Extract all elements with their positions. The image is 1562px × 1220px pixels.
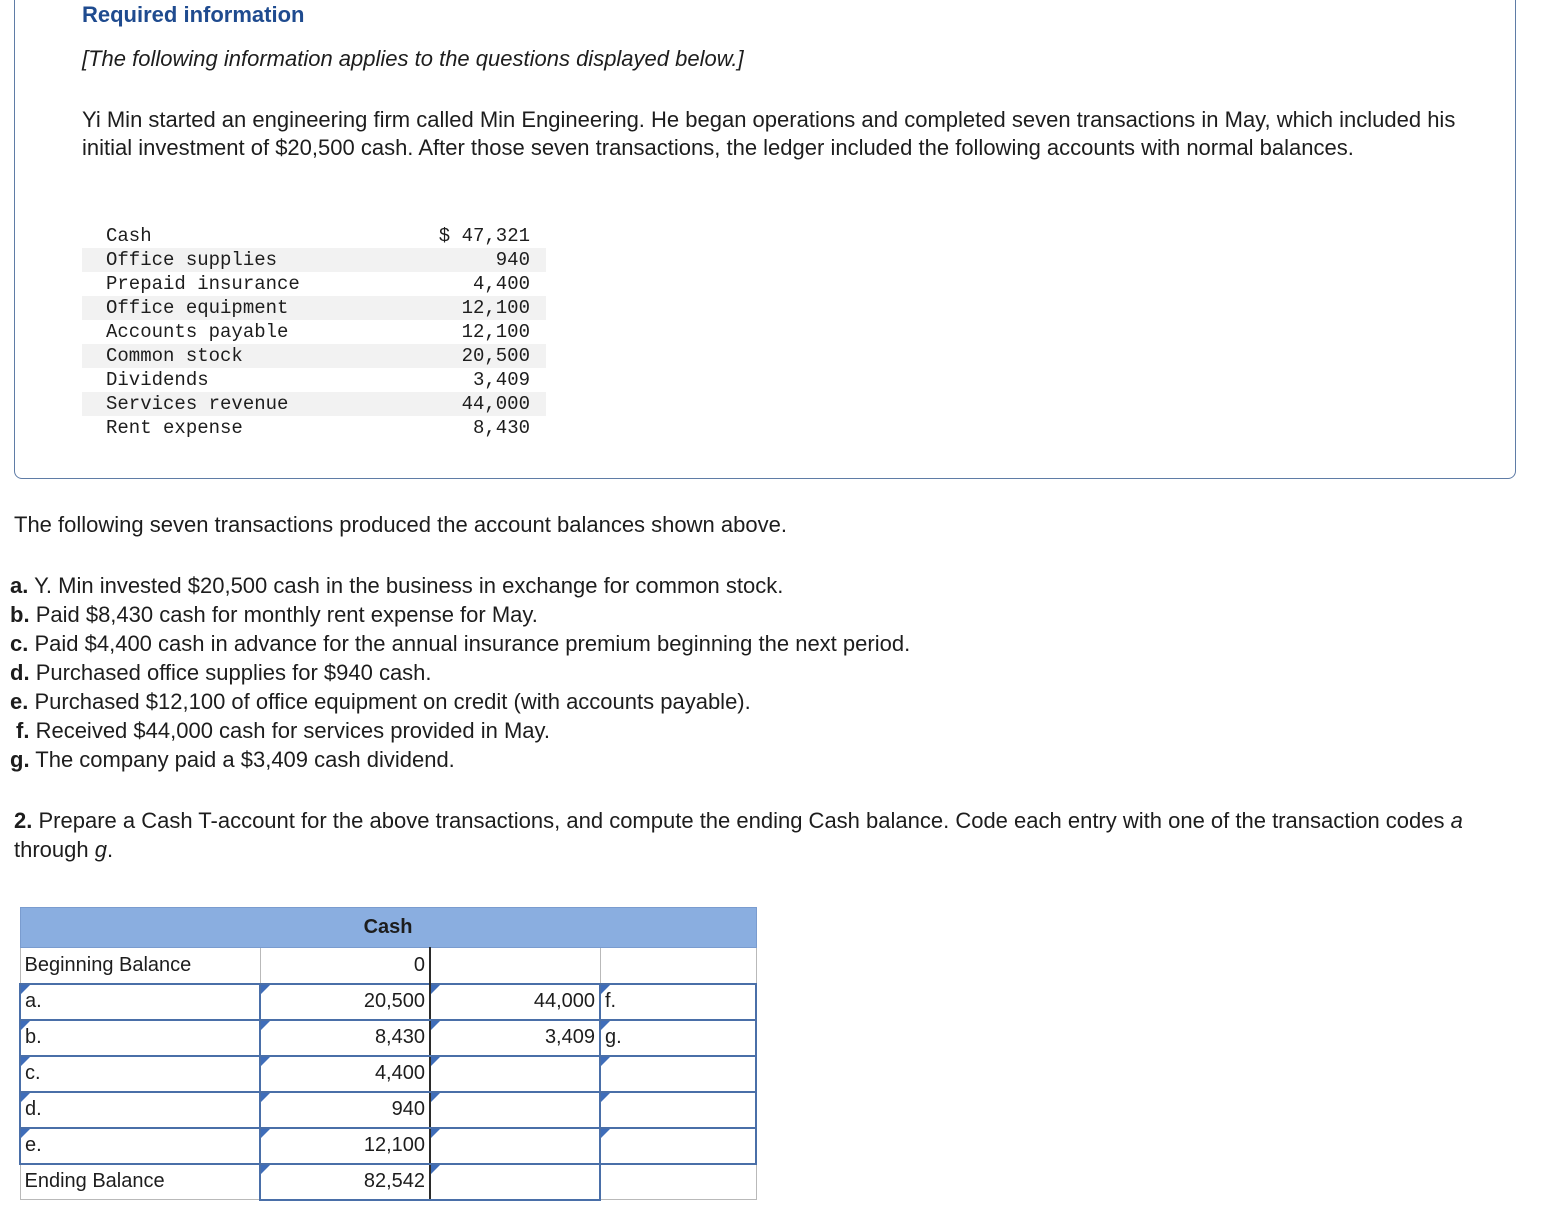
question-number: 2.	[14, 808, 33, 833]
ledger-account: Office equipment	[82, 296, 393, 320]
debit-amount-input[interactable]: 8,430	[260, 1020, 430, 1056]
ending-balance-row	[20, 1164, 756, 1200]
credit-amount-input[interactable]: 44,000	[430, 984, 600, 1020]
transaction-item	[10, 687, 910, 716]
transaction-item	[10, 745, 910, 774]
t-account-row	[20, 984, 756, 1020]
ledger-account: Office supplies	[82, 248, 393, 272]
credit-amount-input[interactable]	[430, 1056, 600, 1092]
question-text-middle: through	[14, 837, 95, 862]
transaction-text: Paid $8,430 cash for monthly rent expense for May.	[35, 602, 538, 627]
debit-amount-input[interactable]: 4,400	[260, 1056, 430, 1092]
ledger-amount: 12,100	[393, 296, 546, 320]
question-code-g: g	[94, 837, 107, 862]
ledger-account: Common stock	[82, 344, 393, 368]
ending-credit-input[interactable]	[430, 1164, 600, 1200]
ledger-amount: 44,000	[393, 392, 546, 416]
credit-amount-input[interactable]	[430, 1128, 600, 1164]
ledger-row	[82, 272, 546, 296]
transaction-item	[10, 600, 910, 629]
debit-amount-input[interactable]: 12,100	[260, 1128, 430, 1164]
transaction-text: The company paid a $3,409 cash dividend.	[35, 747, 455, 772]
ledger-amount: 940	[393, 248, 546, 272]
ledger-amount: 8,430	[472, 417, 530, 439]
credit-code-select[interactable]	[600, 1092, 756, 1128]
transaction-code: g.	[10, 747, 30, 772]
ledger-account: Accounts payable	[106, 321, 289, 343]
ledger-row	[82, 416, 546, 440]
transaction-item	[10, 658, 910, 687]
debit-code-select[interactable]: d.	[20, 1092, 260, 1128]
transaction-item	[10, 629, 910, 658]
transaction-code: c.	[10, 631, 29, 656]
transaction-text: Purchased office supplies for $940 cash.	[35, 660, 432, 685]
debit-code-select[interactable]: c.	[20, 1056, 260, 1092]
t-account-row	[20, 1092, 756, 1128]
cash-t-account	[19, 907, 757, 1201]
debit-code-select[interactable]: a.	[20, 984, 260, 1020]
ledger-account: Prepaid insurance	[106, 273, 300, 295]
ledger-row	[82, 320, 546, 344]
transactions-intro: The following seven transactions produced the account balances shown above.	[14, 512, 787, 537]
transactions-list	[10, 571, 910, 774]
credit-amount-input[interactable]	[430, 1092, 600, 1128]
transaction-text: Paid $4,400 cash in advance for the annual insurance premium beginning the next period.	[34, 631, 911, 656]
ledger-amount: 12,100	[461, 321, 530, 343]
ledger-row	[82, 344, 546, 368]
transaction-code: d.	[10, 660, 30, 685]
t-account-row	[20, 1020, 756, 1056]
beginning-balance-label: Beginning Balance	[20, 948, 260, 984]
ledger-amount: $ 47,321	[438, 225, 530, 247]
transaction-text: Y. Min invested $20,500 cash in the business in exchange for common stock.	[34, 573, 784, 598]
debit-code-select[interactable]: b.	[20, 1020, 260, 1056]
t-account-row	[20, 1128, 756, 1164]
ledger-account: Dividends	[106, 369, 209, 391]
ledger-account: Services revenue	[82, 392, 393, 416]
credit-code-select[interactable]	[600, 1056, 756, 1092]
credit-code-select[interactable]: g.	[600, 1020, 756, 1056]
ending-balance-label: Ending Balance	[20, 1164, 260, 1200]
ending-balance-input[interactable]: 82,542	[260, 1164, 430, 1200]
credit-amount-input[interactable]: 3,409	[430, 1020, 600, 1056]
ending-code-empty	[600, 1164, 756, 1200]
ledger-row	[82, 224, 546, 248]
ledger-account: Rent expense	[106, 417, 243, 439]
ledger-row	[82, 248, 546, 272]
ledger-amount: 3,409	[472, 369, 530, 391]
beginning-credit-empty	[430, 948, 600, 984]
question-code-a: a	[1450, 808, 1463, 833]
t-account-title: Cash	[20, 908, 756, 948]
transaction-text: Purchased $12,100 of office equipment on credit (with accounts payable).	[34, 689, 751, 714]
question-prompt	[14, 806, 1484, 864]
question-text-after: .	[106, 837, 114, 862]
transaction-code: e.	[10, 689, 29, 714]
credit-code-select[interactable]: f.	[600, 984, 756, 1020]
ledger-row	[82, 368, 546, 392]
credit-code-select[interactable]	[600, 1128, 756, 1164]
t-account-row	[20, 1056, 756, 1092]
intro-paragraph: Yi Min started an engineering firm called Min Engineering. He began operations and completed seven transactions in May, which included his initial investment of $20,500 cash. After those seven transactions, the ledger included the following accounts with normal balances.	[82, 107, 1456, 160]
beginning-code-empty	[600, 948, 756, 984]
ledger-balances-table	[82, 224, 546, 440]
transaction-item	[10, 716, 910, 745]
ledger-amount: 20,500	[393, 344, 546, 368]
ledger-amount: 4,400	[472, 273, 530, 295]
transaction-code: f.	[16, 718, 30, 743]
ledger-row	[82, 296, 546, 320]
required-information-title: Required information	[82, 2, 305, 27]
transaction-text: Received $44,000 cash for services provided in May.	[35, 718, 550, 743]
applies-note: [The following information applies to the questions displayed below.]	[82, 46, 744, 71]
ledger-row	[82, 392, 546, 416]
transaction-item	[10, 571, 910, 600]
debit-amount-input[interactable]: 20,500	[260, 984, 430, 1020]
debit-code-select[interactable]: e.	[20, 1128, 260, 1164]
beginning-balance-value: 0	[260, 948, 430, 984]
question-text: Prepare a Cash T-account for the above transactions, and compute the ending Cash balance. Code each entry with one of the transaction codes	[38, 808, 1451, 833]
transaction-code: a.	[10, 573, 29, 598]
debit-amount-input[interactable]: 940	[260, 1092, 430, 1128]
beginning-balance-row	[20, 948, 756, 984]
ledger-account: Cash	[106, 225, 152, 247]
transaction-code: b.	[10, 602, 30, 627]
